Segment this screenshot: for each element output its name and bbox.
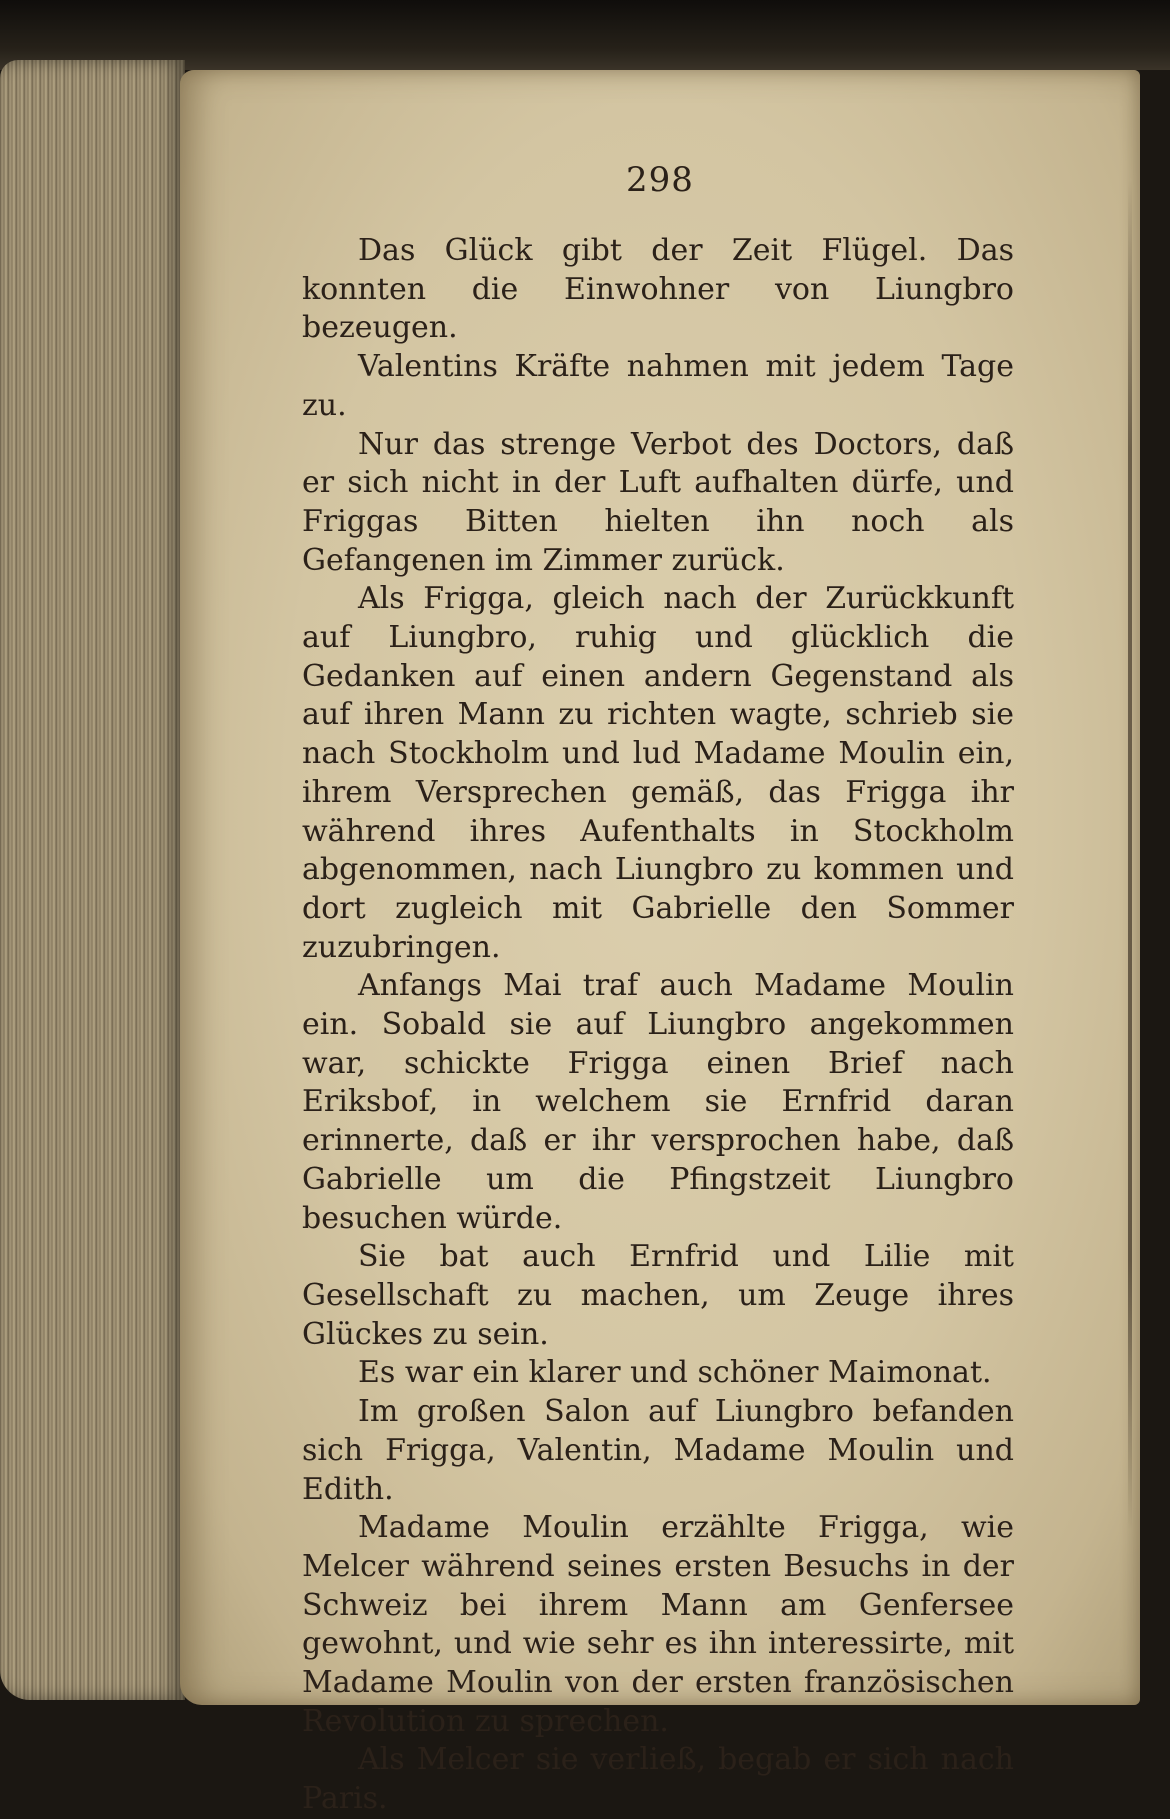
page-number: 298 <box>626 160 694 200</box>
paragraph: Als Melcer sie verließ, begab er sich nach Paris. <box>302 1742 1014 1817</box>
paragraph: Valentins Kräfte nahmen mit jedem Tage zu. <box>302 349 1014 423</box>
gutter-shadow <box>1128 180 1132 1530</box>
paragraph: Nur das strenge Verbot des Doctors, daß er sich nicht in der Luft aufhalten dürfe, und Friggas Bitten hielten ihn noch als Gefangenen im Zimmer zurück. <box>302 426 1014 578</box>
body-text <box>302 232 1014 1819</box>
paragraph: Es war ein klarer und schöner Maimonat. <box>358 1355 992 1391</box>
page-edges <box>0 60 185 1700</box>
paragraph: Im großen Salon auf Liungbro befanden sich Frigga, Valentin, Madame Moulin und Edith. <box>302 1394 1014 1507</box>
paragraph: Madame Moulin erzählte Frigga, wie Melcer während seines ersten Besuchs in der Schweiz bei ihrem Mann am Genfersee gewohnt, und wie sehr es ihn interessirte, mit Madame Moulin von der ersten französischen Revolution zu sprechen. <box>302 1510 1014 1739</box>
paragraph: Anfangs Mai traf auch Madame Moulin ein. Sobald sie auf Liungbro angekommen war, schickte Frigga einen Brief nach Eriksbof, in welchem sie Ernfrid daran erinnerte, daß er ihr versprochen habe, daß Gabrielle um die Pfingstzeit Liungbro besuchen würde. <box>302 968 1014 1236</box>
paragraph: Das Glück gibt der Zeit Flügel. Das konnten die Einwohner von Liungbro bezeugen. <box>302 233 1014 346</box>
paragraph: Als Frigga, gleich nach der Zurückkunft auf Liungbro, ruhig und glücklich die Gedanken auf einen andern Gegenstand als auf ihren Mann zu richten wagte, schrieb sie nach Stockholm und lud Madame Moulin ein, ihrem Versprechen gemäß, das Frigga ihr während ihres Aufenthalts in Stockholm abgenommen, nach Liungbro zu kommen und dort zugleich mit Gabrielle den Sommer zuzubringen. <box>302 581 1014 965</box>
paragraph: Sie bat auch Ernfrid und Lilie mit Gesellschaft zu machen, um Zeuge ihres Glückes zu sein. <box>302 1239 1014 1352</box>
book-page <box>180 70 1140 1817</box>
